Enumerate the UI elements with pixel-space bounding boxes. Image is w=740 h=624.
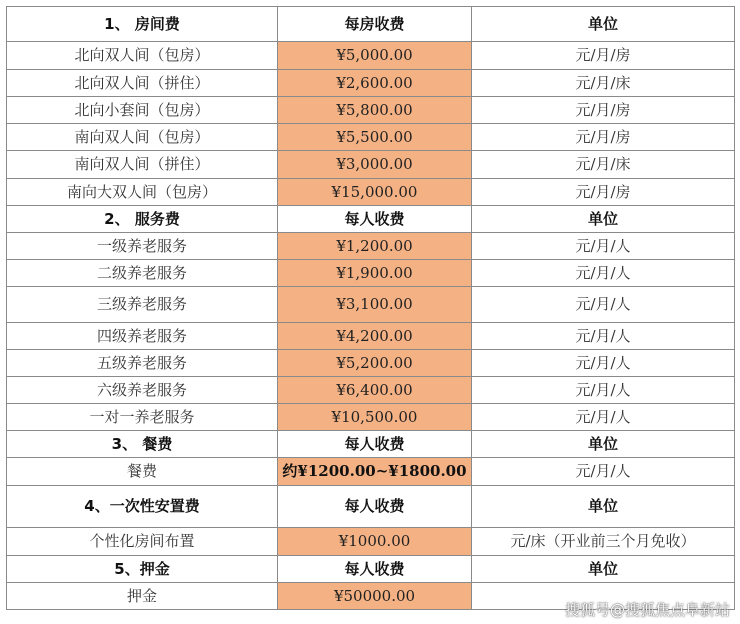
item-price: ¥3,100.00 [278, 287, 472, 323]
item-unit: 元/月/人 [472, 458, 735, 486]
item-price: ¥50000.00 [278, 583, 472, 610]
item-price: ¥15,000.00 [278, 179, 472, 206]
item-name: 三级养老服务 [7, 287, 278, 323]
item-price: ¥5,000.00 [278, 42, 472, 70]
table-row [7, 528, 735, 556]
section-header-setup-fee [7, 486, 735, 528]
item-price: ¥10,500.00 [278, 404, 472, 431]
item-price: ¥5,200.00 [278, 350, 472, 377]
item-name: 南向大双人间（包房） [7, 179, 278, 206]
section-title: 3、 餐费 [7, 431, 278, 458]
item-name: 北向双人间（包房） [7, 42, 278, 70]
item-unit: 元/床（开业前三个月免收） [472, 528, 735, 556]
item-price: ¥3,000.00 [278, 151, 472, 179]
item-name: 六级养老服务 [7, 377, 278, 404]
item-price: ¥2,600.00 [278, 70, 472, 97]
item-name: 二级养老服务 [7, 260, 278, 287]
section-header-deposit [7, 556, 735, 583]
table-row [7, 458, 735, 486]
section-title: 5、押金 [7, 556, 278, 583]
item-name: 押金 [7, 583, 278, 610]
watermark: 搜狐号@搜狐焦点阜新站 [564, 601, 730, 619]
section-header-meal-fee [7, 431, 735, 458]
item-price: ¥4,200.00 [278, 323, 472, 350]
item-name: 一级养老服务 [7, 233, 278, 260]
item-unit: 元/月/人 [472, 377, 735, 404]
unit-column-header: 单位 [472, 206, 735, 233]
table-row [7, 233, 735, 260]
table-row [7, 350, 735, 377]
item-price: ¥1000.00 [278, 528, 472, 556]
item-unit: 元/月/人 [472, 404, 735, 431]
table-row [7, 323, 735, 350]
item-unit: 元/月/房 [472, 124, 735, 151]
unit-column-header: 单位 [472, 7, 735, 42]
item-name: 南向双人间（拼住） [7, 151, 278, 179]
item-name: 北向小套间（包房） [7, 97, 278, 124]
table-row [7, 70, 735, 97]
item-name: 四级养老服务 [7, 323, 278, 350]
table-row [7, 151, 735, 179]
item-name: 餐费 [7, 458, 278, 486]
item-unit: 元/月/床 [472, 151, 735, 179]
item-unit: 元/月/房 [472, 97, 735, 124]
price-column-header: 每人收费 [278, 431, 472, 458]
item-price: ¥1,900.00 [278, 260, 472, 287]
item-unit: 元/月/房 [472, 179, 735, 206]
table-row [7, 404, 735, 431]
item-name: 个性化房间布置 [7, 528, 278, 556]
price-column-header: 每房收费 [278, 7, 472, 42]
item-unit: 元/月/人 [472, 323, 735, 350]
item-name: 五级养老服务 [7, 350, 278, 377]
price-column-header: 每人收费 [278, 206, 472, 233]
item-name: 一对一养老服务 [7, 404, 278, 431]
price-column-header: 每人收费 [278, 556, 472, 583]
item-price: ¥6,400.00 [278, 377, 472, 404]
table-row [7, 124, 735, 151]
item-unit: 元/月/房 [472, 42, 735, 70]
item-unit: 元/月/人 [472, 233, 735, 260]
table-row [7, 179, 735, 206]
table-row [7, 42, 735, 70]
item-price: ¥5,500.00 [278, 124, 472, 151]
item-name: 北向双人间（拼住） [7, 70, 278, 97]
section-header-service-fee [7, 206, 735, 233]
fee-table [6, 6, 735, 610]
section-header-room-fee [7, 7, 735, 42]
table-row [7, 287, 735, 323]
unit-column-header: 单位 [472, 556, 735, 583]
item-price: ¥1,200.00 [278, 233, 472, 260]
item-unit: 元/月/人 [472, 287, 735, 323]
unit-column-header: 单位 [472, 431, 735, 458]
item-unit: 元/月/人 [472, 350, 735, 377]
table-row [7, 260, 735, 287]
item-price: 约¥1200.00~¥1800.00 [278, 458, 472, 486]
section-title: 2、 服务费 [7, 206, 278, 233]
table-row [7, 377, 735, 404]
item-unit: 元/月/床 [472, 70, 735, 97]
unit-column-header: 单位 [472, 486, 735, 528]
item-price: ¥5,800.00 [278, 97, 472, 124]
section-title: 4、一次性安置费 [7, 486, 278, 528]
table-row [7, 97, 735, 124]
item-name: 南向双人间（包房） [7, 124, 278, 151]
price-column-header: 每人收费 [278, 486, 472, 528]
section-title: 1、 房间费 [7, 7, 278, 42]
item-unit: 元/月/人 [472, 260, 735, 287]
